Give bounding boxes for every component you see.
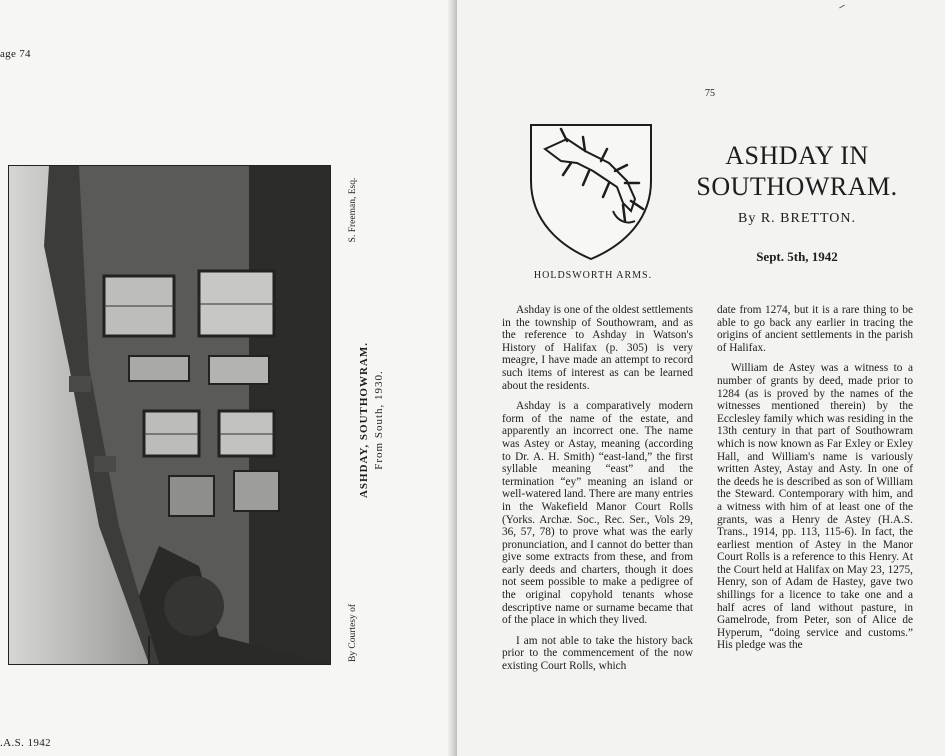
date-line: Sept. 5th, 1942 [756, 249, 838, 264]
paper-mark [839, 5, 845, 9]
paragraph: William de Astey was a witness to a number of grants by deed, made prior to 1284 (as is proved by the names of the witnesses mentioned therein) by the Ecclesley family which was residing in the 13th century in that part of Southowram which is now known as Far Exley or Exley Hall, and William's name is variously written Astey, Astay and Asty. In one of the deeds he is described as son of William the Steward. Contemporary with him, and a witness with him of at least one of the grants, was a Henry de Astey (H.A.S. Trans., 1914, pp. 113, 115-6). In fact, the earliest mention of Astey in the Manor Court Rolls is a reference to this Henry. At the Court held at Halifax on May 23, 1275, Henry, son of Adam de Hastey, gave two shillings for a licence to take one and a half acres of land without pasture, in Gamelrode, from Peter, son of Alice de Hyperum, “doing service and customs.” His pledge was the [717, 362, 913, 652]
article-title [675, 140, 919, 202]
arms-caption: HOLDSWORTH ARMS. [533, 270, 653, 281]
right-page [457, 0, 945, 756]
title-line-2: SOUTHOWRAM. [696, 172, 898, 201]
page-number: 75 [705, 88, 715, 99]
page-footer: .A.S. 1942 [0, 737, 52, 749]
house-photograph [8, 165, 331, 665]
byline: By R. BRETTON. [738, 211, 856, 226]
photo-caption-subtitle: From South, 1930. [373, 370, 385, 470]
text-column-right [717, 304, 913, 660]
page-header: age 74 [0, 48, 31, 60]
photo-caption-title: ASHDAY, SOUTHOWRAM. [358, 341, 370, 499]
left-page [0, 0, 455, 756]
holdsworth-arms-shield-icon [527, 121, 655, 263]
paragraph: Ashday is one of the oldest settlements in the township of Southowram, and as the reference to Ashday in Watson's History of Halifax (p. 305) is very meagre, I have made an attempt to record such items of interest as can be learned about the residents. [502, 304, 693, 392]
title-line-1: ASHDAY IN [725, 141, 869, 170]
photo-caption [357, 260, 387, 580]
paragraph: date from 1274, but it is a rare thing to be able to go back any earlier in tracing the origins of ancient settlements in the parish of Halifax. [717, 304, 913, 354]
paragraph: I am not able to take the history back prior to the commencement of the now existing Court Rolls, which [502, 634, 693, 673]
photo-credit-prefix: By Courtesy of [348, 603, 358, 663]
photo-credit-name: S. Freeman, Esq. [348, 177, 358, 243]
house-photo-image [9, 166, 330, 664]
paragraph: Ashday is a comparatively modern form of the name of the estate, and apparently an incorrect one. The name was Astey or Astay, meaning (according to Dr. A. H. Smith) “east-land,” the first syllable meaning “east” and the termination “ey” meaning an island or well-watered land. There are many entries in the Wakefield Manor Court Rolls (Yorks. Archæ. Soc., Rec. Ser., Vols 29, 36, 57, 78) to prove what was the early pronunciation, and I cannot do better than give some extracts from these, and from early deeds and charters, though it does not seem possible to make a pedigree of the original copyhold tenants whose descriptive name or surname became that of the place in which they lived. [502, 400, 693, 627]
text-column-left [502, 304, 693, 681]
